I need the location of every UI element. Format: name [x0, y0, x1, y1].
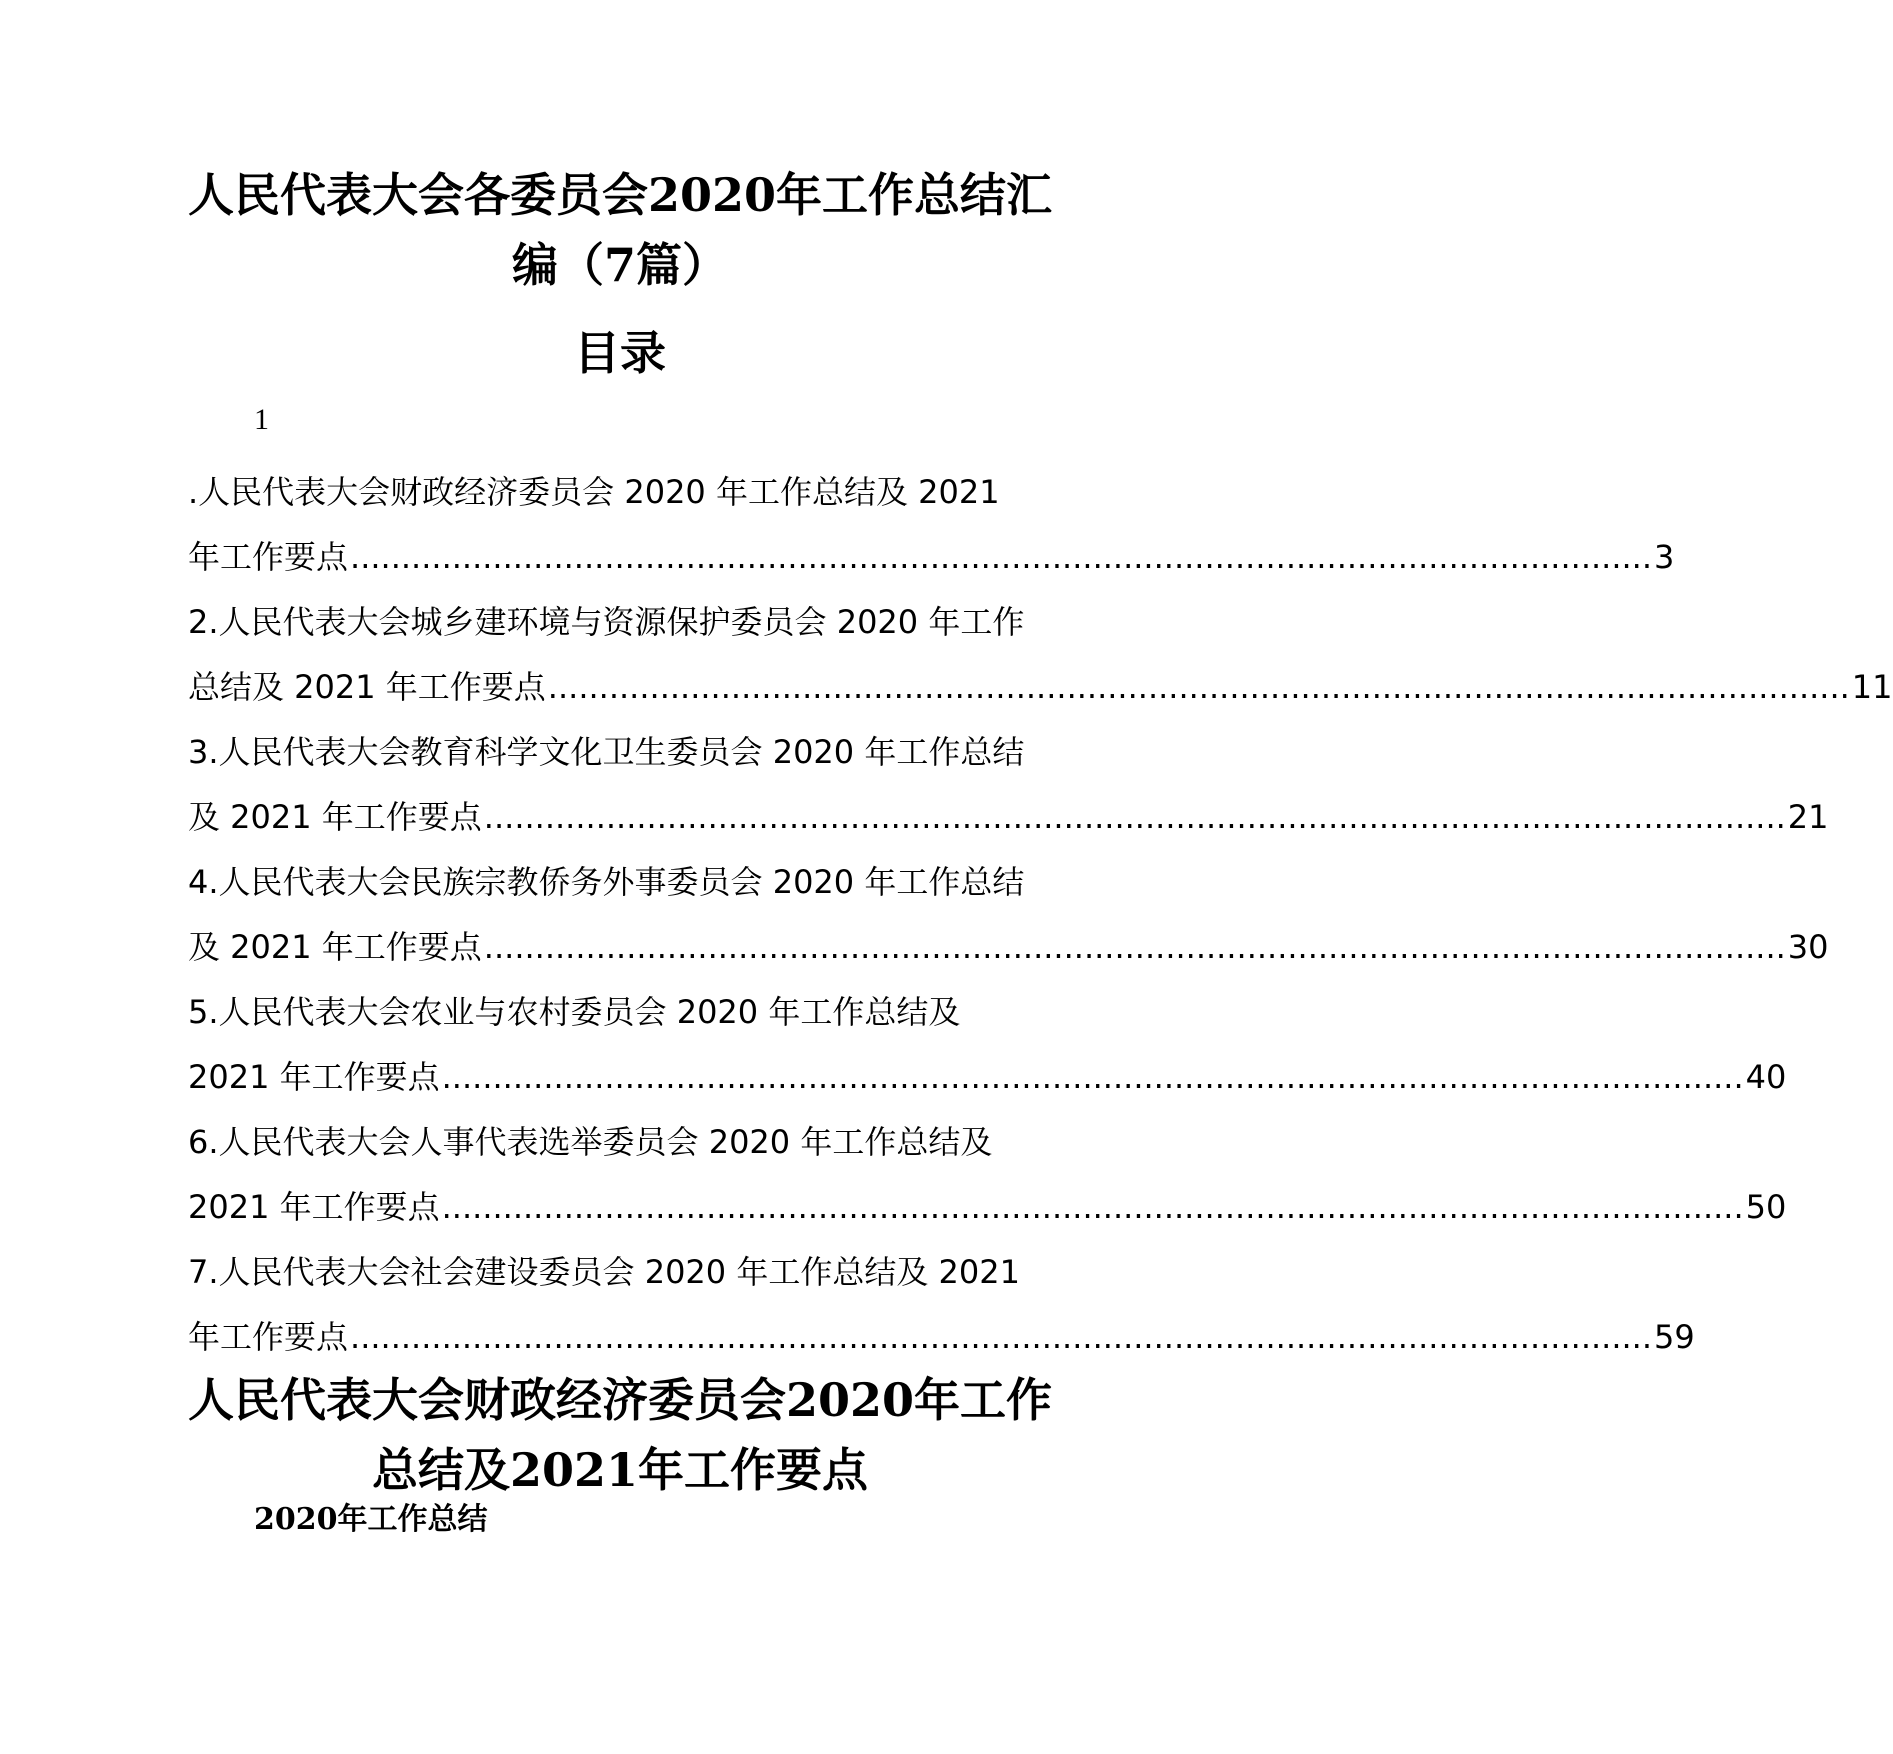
toc-leader-dots: ................................................................................................................................ [350, 1318, 1653, 1356]
section-title-line-1: 人民代表大会财政经济委员会2020年工作 [187, 1373, 1053, 1427]
toc-entry-title-cont: 年工作要点 [188, 1318, 349, 1356]
toc-entry-title: 5.人民代表大会农业与农村委员会 2020 年工作总结及 [188, 993, 961, 1031]
section-title [180, 1365, 1060, 1505]
toc-entry-title: 4.人民代表大会民族宗教侨务外事委员会 2020 年工作总结 [188, 863, 1025, 901]
toc-leader-dots: ................................................................................................................................ [547, 668, 1850, 706]
toc-entry-title: 7.人民代表大会社会建设委员会 2020 年工作总结及 2021 [188, 1253, 1020, 1291]
toc-page-number: 59 [1654, 1318, 1695, 1356]
toc-entry-title: 2.人民代表大会城乡建环境与资源保护委员会 2020 年工作 [188, 603, 1025, 641]
toc-entry-1[interactable] [188, 460, 1675, 590]
toc-entry-title-cont: 及 2021 年工作要点 [188, 928, 482, 966]
toc-leader-dots: ................................................................................................................................ [441, 1058, 1744, 1096]
document-title-line-1: 人民代表大会各委员会2020年工作总结汇 [187, 168, 1053, 222]
toc-entry-7[interactable] [188, 1240, 1695, 1370]
toc-leader-dots: ................................................................................................................................ [483, 798, 1786, 836]
stray-page-number: 1 [254, 403, 269, 436]
toc-entry-title-cont: 2021 年工作要点 [188, 1188, 440, 1226]
toc-entry-title-cont: 2021 年工作要点 [188, 1058, 440, 1096]
toc-page-number: 11 [1851, 668, 1893, 706]
toc-page-number: 21 [1787, 798, 1829, 836]
toc-page-number: 40 [1745, 1058, 1787, 1096]
toc-entry-2[interactable] [188, 590, 1893, 720]
section-title-line-2: 总结及2021年工作要点 [371, 1443, 869, 1497]
toc-entry-title: .人民代表大会财政经济委员会 2020 年工作总结及 2021 [188, 473, 1000, 511]
toc-heading: 目录 [574, 326, 666, 380]
document-title [180, 160, 1060, 300]
toc-entry-title: 6.人民代表大会人事代表选举委员会 2020 年工作总结及 [188, 1123, 993, 1161]
table-of-contents [188, 460, 1893, 1370]
document-title-line-2: 编（7篇） [511, 238, 728, 292]
toc-page-number: 3 [1654, 538, 1675, 576]
toc-entry-5[interactable] [188, 980, 1787, 1110]
toc-entry-title-cont: 年工作要点 [188, 538, 349, 576]
toc-leader-dots: ................................................................................................................................ [483, 928, 1786, 966]
toc-leader-dots: ................................................................................................................................ [441, 1188, 1744, 1226]
toc-entry-title-cont: 及 2021 年工作要点 [188, 798, 482, 836]
toc-leader-dots: ................................................................................................................................ [350, 538, 1653, 576]
sub-heading: 2020年工作总结 [254, 1502, 488, 1537]
toc-entry-6[interactable] [188, 1110, 1787, 1240]
toc-page-number: 30 [1787, 928, 1829, 966]
toc-entry-3[interactable] [188, 720, 1829, 850]
toc-entry-4[interactable] [188, 850, 1829, 980]
toc-entry-title: 3.人民代表大会教育科学文化卫生委员会 2020 年工作总结 [188, 733, 1025, 771]
toc-entry-title-cont: 总结及 2021 年工作要点 [188, 668, 546, 706]
toc-page-number: 50 [1745, 1188, 1787, 1226]
